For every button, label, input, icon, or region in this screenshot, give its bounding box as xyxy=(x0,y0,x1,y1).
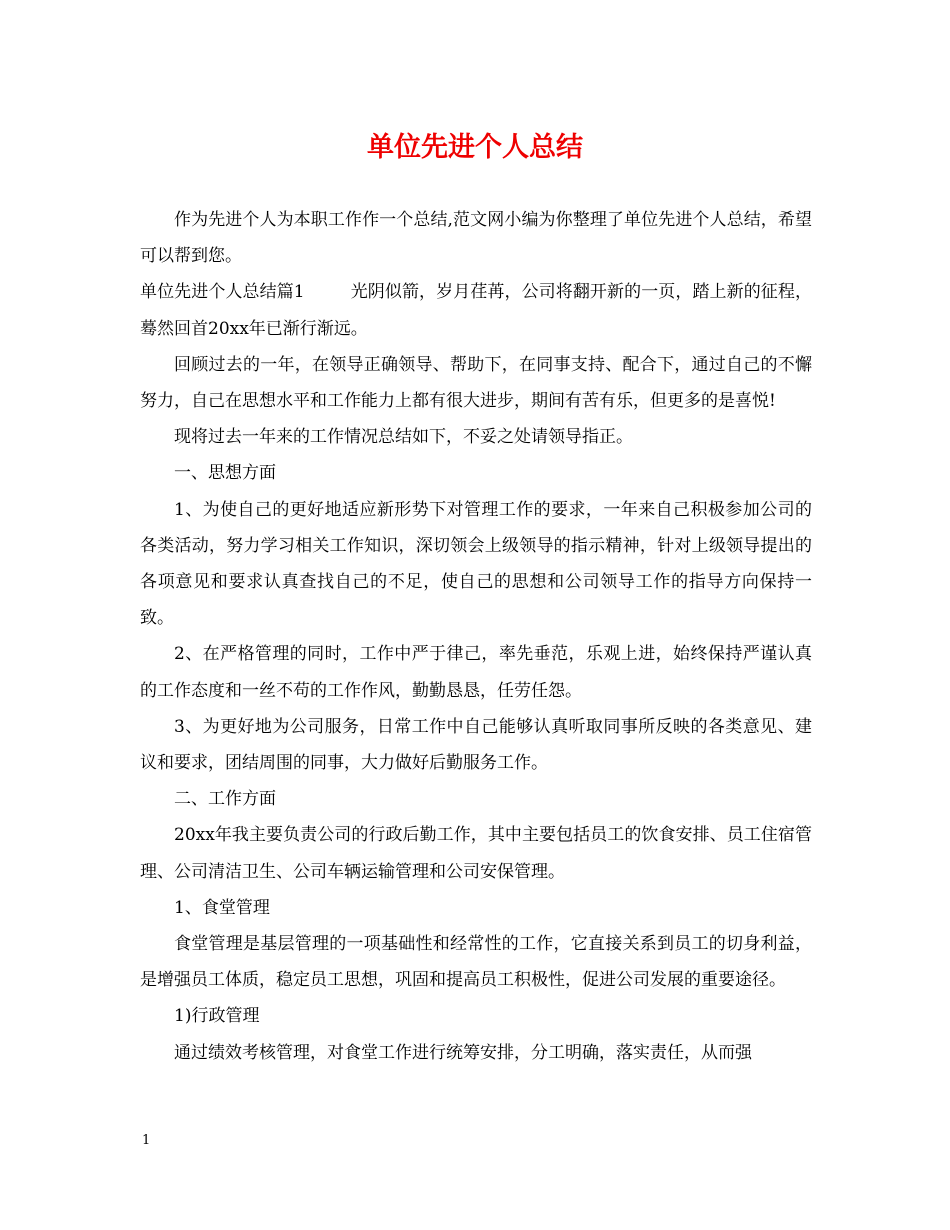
paragraph-work-overview: 20xx年我主要负责公司的行政后勤工作，其中主要包括员工的饮食安排、员工住宿管理、公司清洁卫生、公司车辆运输管理和公司安保管理。 xyxy=(140,825,812,882)
paragraph-canteen: 食堂管理是基层管理的一项基础性和经常性的工作，它直接关系到员工的切身利益，是增强员工体质，稳定员工思想，巩固和提高员工积极性，促进公司发展的重要途径。 xyxy=(140,934,812,991)
section-label: 单位先进个人总结篇1 xyxy=(140,282,305,303)
paragraph-thought-3: 3、为更好地为公司服务，日常工作中自己能够认真听取同事所反映的各类意见、建议和要求，团结周围的同事，大力做好后勤服务工作。 xyxy=(140,716,812,774)
paragraph-review: 回顾过去的一年，在领导正确领导、帮助下，在同事支持、配合下，通过自己的不懈努力，自己在思想水平和工作能力上都有很大进步，期间有苦有乐，但更多的是喜悦! xyxy=(140,354,812,412)
document-title: 单位先进个人总结 xyxy=(367,132,583,163)
heading-canteen: 1、食堂管理 xyxy=(174,897,270,918)
heading-thought: 一、思想方面 xyxy=(174,463,276,484)
page-number: 1 xyxy=(142,1133,151,1148)
document-body xyxy=(140,202,812,1071)
heading-admin: 1)行政管理 xyxy=(174,1006,260,1027)
paragraph-opening: 光阴似箭，岁月荏苒，公司将翻开新的一页，踏上新的征程，蓦然回首20xx年已渐行渐远。 xyxy=(140,282,812,339)
paragraph-section-start xyxy=(140,274,812,346)
paragraph-summary-intro: 现将过去一年来的工作情况总结如下，不妥之处请领导指正。 xyxy=(174,427,633,448)
paragraph-thought-1: 1、为使自己的更好地适应新形势下对管理工作的要求，一年来自己积极参加公司的各类活动，努力学习相关工作知识，深切领会上级领导的指示精神，针对上级领导提出的各项意见和要求认真查找自己的不足，使自己的思想和公司领导工作的指导方向保持一致。 xyxy=(140,499,812,629)
paragraph-intro: 作为先进个人为本职工作作一个总结,范文网小编为你整理了单位先进个人总结，希望可以帮到您。 xyxy=(140,210,812,267)
heading-work: 二、工作方面 xyxy=(174,789,276,810)
paragraph-thought-2: 2、在严格管理的同时，工作中严于律己，率先垂范，乐观上进，始终保持严谨认真的工作态度和一丝不苟的工作作风，勤勤恳恳，任劳任怨。 xyxy=(140,644,812,701)
paragraph-admin: 通过绩效考核管理，对食堂工作进行统筹安排，分工明确，落实责任，从而强 xyxy=(174,1042,752,1063)
